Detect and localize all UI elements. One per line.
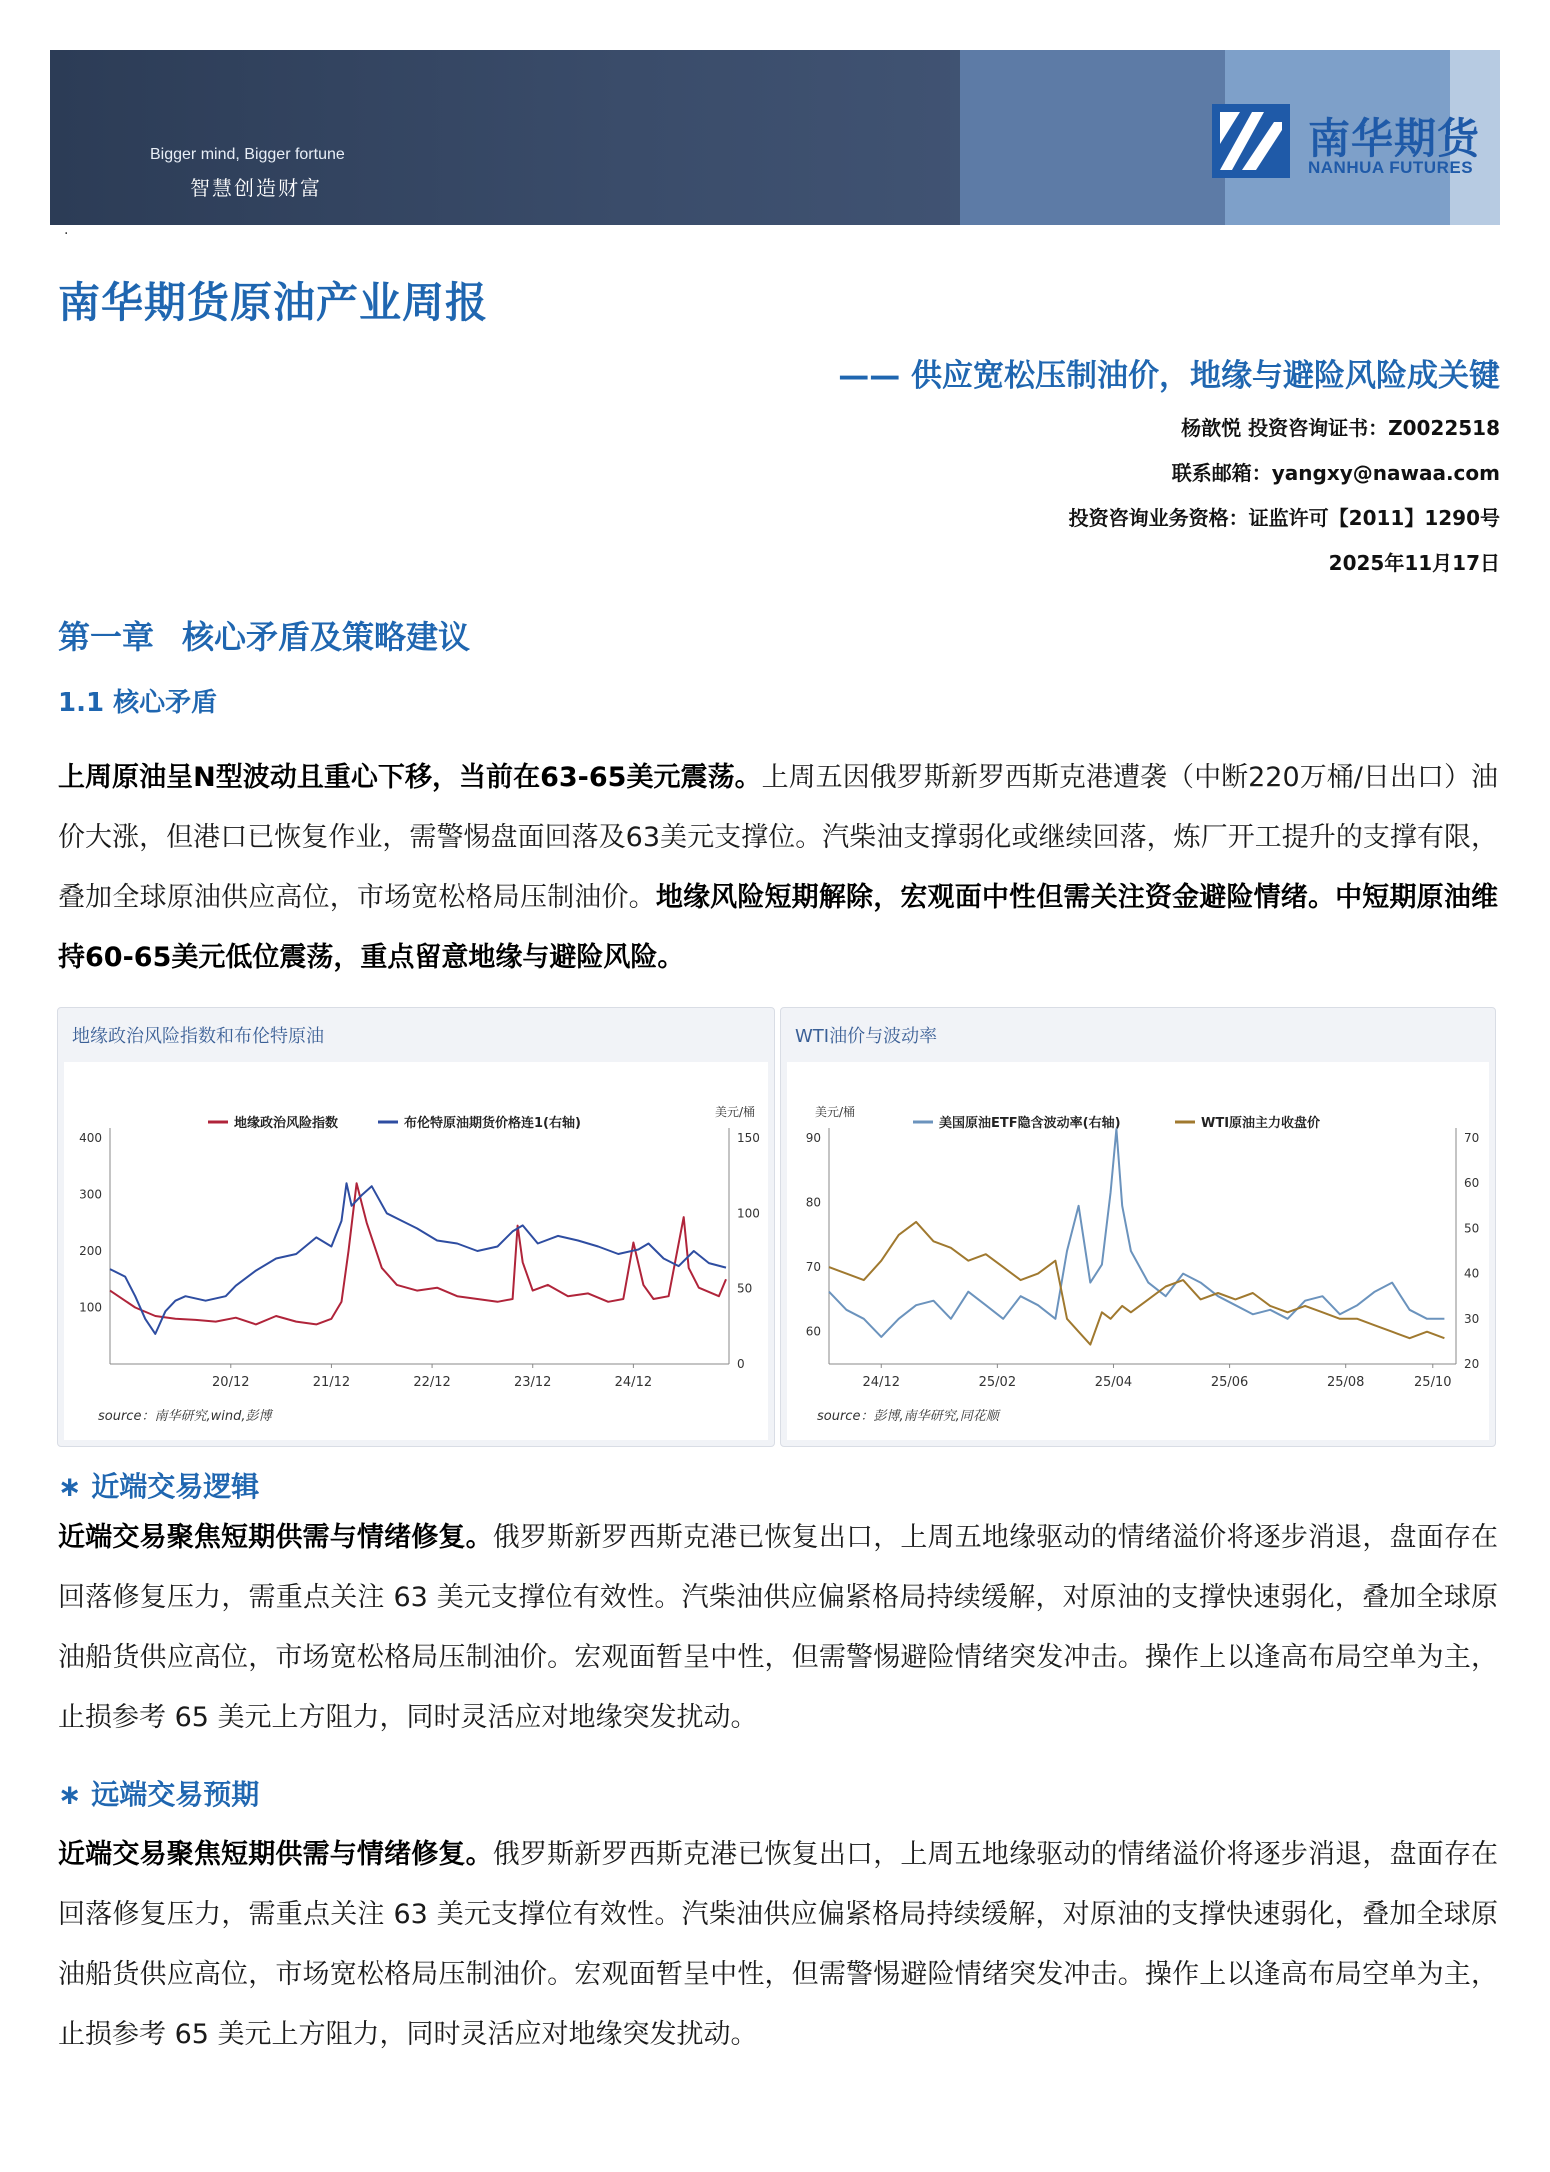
y-tick-label-left: 60 [805,1324,821,1339]
y-tick-label-left: 90 [805,1131,821,1145]
legend-label: 美国原油ETF隐含波动率(右轴) [939,1116,1121,1131]
core-text: 上周五因俄罗斯新罗西斯克港遭袭（中断220万桶/日出口）油价大涨，但港口已恢复作业，需警惕盘面回落及63美元支撑位。汽柴油支撑弱化或继续回落，炼厂开工提升的支撑有限，叠加全球原油供应高位，市场宽松格局压制油价。 [58,762,1498,913]
chart-area [787,1062,1489,1440]
slogan-english: Bigger mind, Bigger fortune [150,146,345,163]
y-tick-label-right: 100 [737,1206,760,1221]
x-tick-label: 25/04 [1094,1375,1133,1390]
dot-marker: · [64,226,69,242]
core-bold-conclusion: 地缘风险短期解除，宏观面中性但需关注资金避险情绪。中短期原油维持60-65美元低位震荡，重点留意地缘与避险风险。 [58,882,1499,973]
x-tick-label: 25/02 [978,1375,1017,1390]
core-paragraph [58,748,1498,988]
chart-wti-vol [787,1062,1489,1440]
chart-geo-brent [64,1062,768,1440]
chart-source: source：南华研究,wind,彭博 [98,1409,272,1424]
y-tick-label-right: 20 [1464,1357,1480,1371]
chart-panel-wti-vol [780,1007,1496,1447]
x-tick-label: 25/06 [1210,1375,1249,1390]
right-axis-unit: 美元/桶 [714,1105,756,1119]
header-banner [50,50,1500,225]
x-tick-label: 25/08 [1326,1375,1365,1390]
chart-area [64,1062,768,1440]
asterisk-icon: ∗ [58,1470,92,1503]
x-tick-label: 25/10 [1414,1375,1452,1390]
legend-label: 地缘政治风险指数 [234,1116,339,1131]
report-date: 2025年11月17日 [1328,551,1500,575]
y-tick-label-right: 50 [1464,1221,1480,1236]
chart-source: source：彭博,南华研究,同花顺 [817,1409,999,1424]
near-term-heading [58,1465,259,1505]
legend-label: WTI原油主力收盘价 [1201,1116,1321,1131]
x-tick-label: 21/12 [312,1375,351,1390]
far-term-text: 俄罗斯新罗西斯克港已恢复出口，上周五地缘驱动的情绪溢价将逐步消退，盘面存在回落修复压力，需重点关注 63 美元支撑位有效性。汽柴油供应偏紧格局持续缓解，对原油的支撑快速弱化，叠加全球原油船货供应高位，市场宽松格局压制油价。宏观面暂呈中性，但需警惕避险情绪突发冲击。操作上以逢高布局空单为主，止损参考 65 美元上方阻力，同时灵活应对地缘突发扰动。 [58,1839,1499,2050]
logo-text-chinese: 南华期货 [1308,114,1481,163]
x-tick-label: 23/12 [513,1375,552,1390]
chart-title: 地缘政治风险指数和布伦特原油 [72,1026,324,1047]
y-tick-label-left: 100 [79,1300,102,1315]
y-tick-label-right: 50 [737,1281,753,1296]
y-tick-label-left: 200 [79,1244,102,1258]
report-subtitle: —— 供应宽松压制油价，地缘与避险风险成关键 [838,358,1500,394]
y-tick-label-right: 150 [737,1131,760,1145]
series-line [829,1129,1444,1337]
y-tick-label-left: 70 [805,1260,821,1275]
series-line [110,1183,726,1334]
y-tick-label-left: 400 [79,1131,102,1145]
logo-text-english: NANHUA FUTURES [1308,158,1474,177]
y-tick-label-right: 70 [1464,1131,1480,1145]
chart-panel-geo-brent [57,1007,775,1447]
x-tick-label: 22/12 [413,1375,451,1390]
license-info: 投资咨询业务资格：证监许可【2011】1290号 [1068,506,1500,530]
report-title: 南华期货原油产业周报 [58,278,489,327]
slogan-chinese: 智慧创造财富 [190,176,322,200]
y-tick-label-left: 80 [805,1195,821,1210]
asterisk-icon: ∗ [58,1778,92,1811]
near-term-paragraph [58,1508,1498,1748]
x-tick-label: 24/12 [614,1375,653,1390]
core-bold-lead: 上周原油呈N型波动且重心下移，当前在63-65美元震荡。 [58,762,762,793]
chapter-heading [58,612,470,658]
legend-label: 布伦特原油期货价格连1(右轴) [404,1116,581,1131]
contact-email[interactable]: 联系邮箱：yangxy@nawaa.com [1171,461,1500,485]
chapter-label: 第一章 [58,618,155,656]
analyst-info: 杨歆悦 投资咨询证书：Z0022518 [1181,416,1500,440]
chart-title: WTI油价与波动率 [795,1026,938,1047]
near-term-bold: 近端交易聚焦短期供需与情绪修复。 [58,1522,493,1553]
series-line [829,1222,1444,1345]
chapter-title: 核心矛盾及策略建议 [182,618,471,656]
y-tick-label-right: 0 [737,1357,745,1371]
section-heading: 1.1 核心矛盾 [58,688,218,718]
banner-stripe [960,50,1225,225]
left-axis-unit: 美元/桶 [814,1105,856,1119]
y-tick-label-right: 40 [1464,1266,1480,1281]
y-tick-label-left: 300 [79,1187,102,1202]
x-tick-label: 20/12 [212,1375,250,1390]
y-tick-label-right: 30 [1464,1311,1480,1326]
far-term-heading-text: 远端交易预期 [91,1778,260,1811]
y-tick-label-right: 60 [1464,1176,1480,1191]
far-term-heading [58,1773,259,1813]
nanhua-logo-icon [1212,104,1290,178]
series-line [110,1183,726,1324]
near-term-heading-text: 近端交易逻辑 [91,1470,260,1503]
near-term-text: 俄罗斯新罗西斯克港已恢复出口，上周五地缘驱动的情绪溢价将逐步消退，盘面存在回落修复压力，需重点关注 63 美元支撑位有效性。汽柴油供应偏紧格局持续缓解，对原油的支撑快速弱化，叠加全球原油船货供应高位，市场宽松格局压制油价。宏观面暂呈中性，但需警惕避险情绪突发冲击。操作上以逢高布局空单为主，止损参考 65 美元上方阻力，同时灵活应对地缘突发扰动。 [58,1522,1499,1733]
far-term-paragraph [58,1825,1498,2065]
far-term-bold: 近端交易聚焦短期供需与情绪修复。 [58,1839,493,1870]
x-tick-label: 24/12 [862,1375,900,1390]
